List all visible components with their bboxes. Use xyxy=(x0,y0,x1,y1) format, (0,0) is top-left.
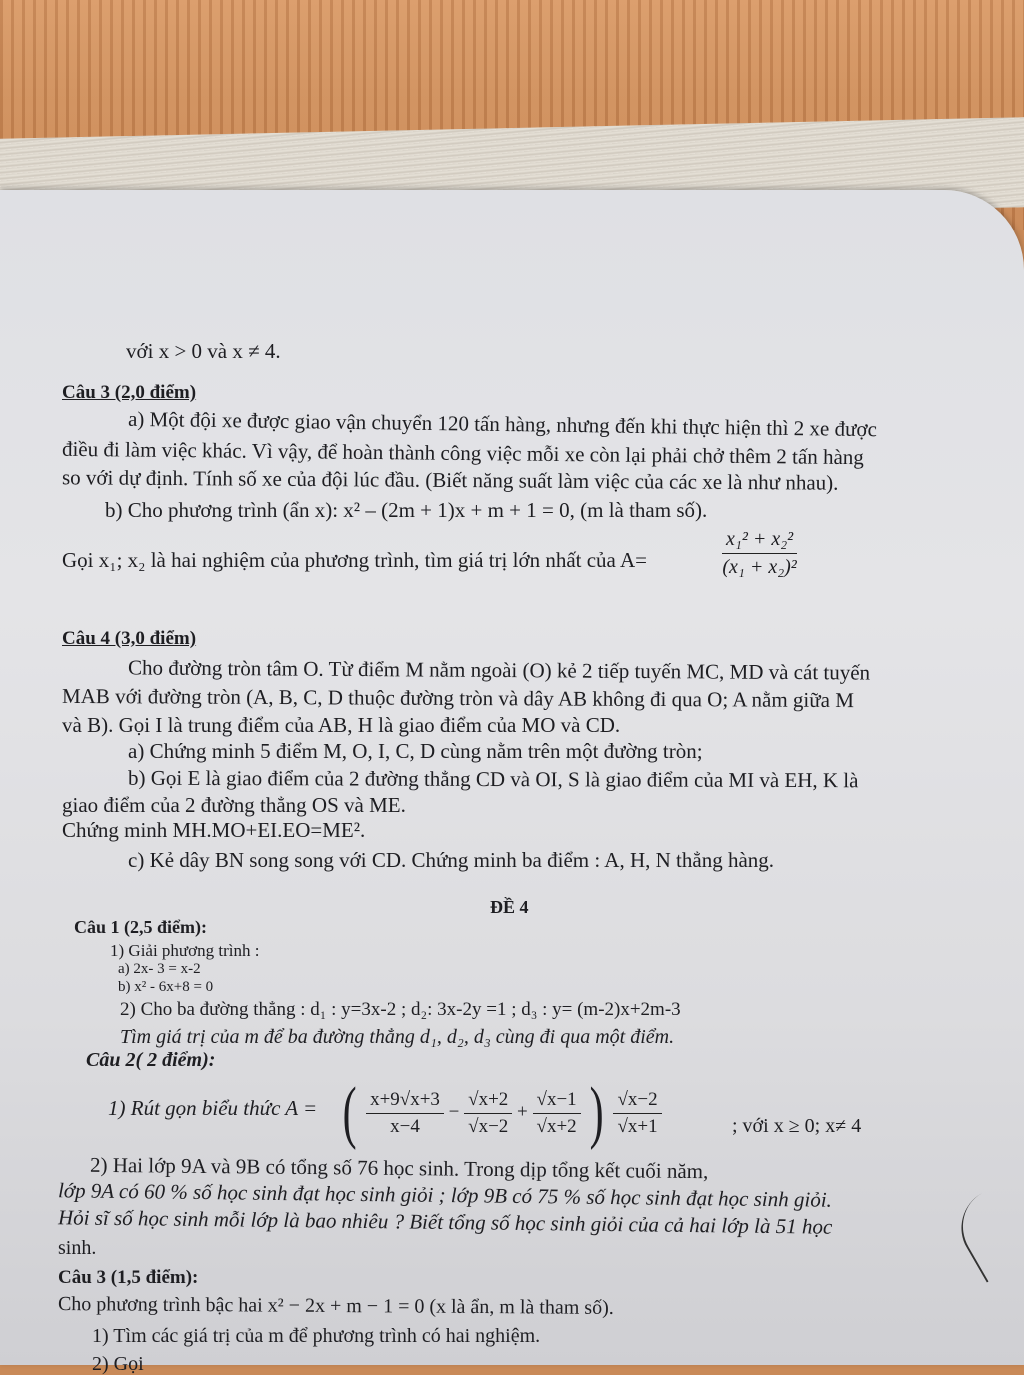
left-paren: ( xyxy=(342,1074,357,1151)
plus-sign: + xyxy=(517,1101,528,1123)
frac-3-num: √x−1 xyxy=(533,1089,581,1114)
q3a-line2: điều đi làm việc khác. Vì vậy, để hoàn thành công việc mỗi xe còn lại phải chở thêm 2 tấn hàng xyxy=(61,436,864,470)
c3-title: Câu 3 (1,5 điểm): xyxy=(58,1267,199,1288)
c1-item1a: a) 2x- 3 = x-2 xyxy=(118,961,201,977)
q3b-line2: Gọi x₁; x₂ là hai nghiệm của phương trình, tìm giá trị lớn nhất của A= xyxy=(62,548,647,572)
q4-line3: và B). Gọi I là trung điểm của AB, H là giao điểm của MO và CD. xyxy=(62,713,621,737)
minus-sign: − xyxy=(448,1101,460,1123)
c3-line2: 1) Tìm các giá trị của m để phương trình có hai nghiệm. xyxy=(92,1325,541,1347)
fraction-A xyxy=(722,528,797,579)
condition-line: với x > 0 và x ≠ 4. xyxy=(126,339,281,363)
fraction-A-denominator: (x₁ + x₂)² xyxy=(722,556,797,578)
frac-3-den: √x+2 xyxy=(536,1115,577,1137)
c3-line3: 2) Gọi xyxy=(92,1353,144,1375)
fraction-A-numerator: x₁² + x₂² xyxy=(722,528,797,554)
q3-title: Câu 3 (2,0 điểm) xyxy=(62,382,197,403)
frac-1-den: x−4 xyxy=(390,1115,420,1137)
q3a-line3: so với dự định. Tính số xe của đội lúc đầu. (Biết năng suất làm việc của các xe là như nhau). xyxy=(61,465,839,495)
c2-item2-line1: 2) Hai lớp 9A và 9B có tổng số 76 học sinh. Trong dịp tổng kết cuối năm, xyxy=(89,1152,709,1184)
q3a-line1: a) Một đội xe được giao vận chuyển 120 tấn hàng, nhưng đến khi thực hiện thì 2 xe được xyxy=(127,406,878,442)
frac-2 xyxy=(464,1089,512,1138)
frac-3 xyxy=(533,1089,581,1138)
c1-item1b: b) x² - 6x+8 = 0 xyxy=(118,979,214,995)
c1-item2: 2) Cho ba đường thẳng : d₁ : y=3x-2 ; d₂: 3x-2y =1 ; d₃ : y= (m-2)x+2m-3 xyxy=(120,999,681,1020)
q4-part-b1: b) Gọi E là giao điểm của 2 đường thẳng CD và OI, S là giao điểm của MI và EH, K là xyxy=(127,765,859,793)
c2-item2-line2: lớp 9A có 60 % số học sinh đạt học sinh giỏi ; lớp 9B có 75 % số học sinh đạt học sinh giỏi. xyxy=(57,1178,833,1212)
c2-title: Câu 2( 2 điểm): xyxy=(86,1049,216,1071)
frac-1 xyxy=(366,1089,444,1138)
q4-part-b2: giao điểm của 2 đường thẳng OS và ME. xyxy=(62,793,406,817)
c1-title: Câu 1 (2,5 điểm): xyxy=(74,917,207,937)
frac-4-den: √x+1 xyxy=(617,1115,658,1137)
q4-part-a: a) Chứng minh 5 điểm M, O, I, C, D cùng nằm trên một đường tròn; xyxy=(128,739,703,763)
frac-2-num: √x+2 xyxy=(464,1089,512,1114)
c2-item1-condition: ; với x ≥ 0; x≠ 4 xyxy=(732,1115,862,1137)
c2-item2-line4: sinh. xyxy=(58,1237,97,1259)
q4-line1: Cho đường tròn tâm O. Từ điểm M nằm ngoài (O) kẻ 2 tiếp tuyến MC, MD và cát tuyến xyxy=(127,655,871,685)
q4-line2: MAB với đường tròn (A, B, C, D thuộc đường tròn và dây AB không đi qua O; A nằm giữa M xyxy=(61,683,854,713)
expression-A xyxy=(338,1074,662,1151)
q4-part-c: c) Kẻ dây BN song song với CD. Chứng minh ba điểm : A, H, N thẳng hàng. xyxy=(128,848,775,872)
frac-4 xyxy=(613,1089,661,1138)
frac-4-num: √x−2 xyxy=(613,1089,661,1114)
c2-item2-line3: Hỏi sĩ số học sinh mỗi lớp là bao nhiêu ? Biết tổng số học sinh giỏi của cả hai lớp là 51 học xyxy=(57,1205,833,1239)
q4-part-b3: Chứng minh MH.MO+EI.EO=ME². xyxy=(62,818,366,842)
q3b-line1: b) Cho phương trình (ẩn x): x² – (2m + 1)x + m + 1 = 0, (m là tham số). xyxy=(105,498,708,522)
c1-item3: Tìm giá trị của m để ba đường thẳng d₁, d₂, d₃ cùng đi qua một điểm. xyxy=(120,1026,675,1048)
q4-title: Câu 4 (3,0 điểm) xyxy=(62,628,197,649)
c3-line1: Cho phương trình bậc hai x² − 2x + m − 1 = 0 (x là ẩn, m là tham số). xyxy=(57,1293,614,1319)
frac-2-den: √x−2 xyxy=(468,1115,509,1137)
c2-item1-prefix: 1) Rút gọn biểu thức A = xyxy=(108,1096,318,1120)
frac-1-num: x+9√x+3 xyxy=(366,1089,444,1114)
c1-item1: 1) Giải phương trình : xyxy=(110,941,260,960)
right-paren: ) xyxy=(590,1074,605,1151)
exam-heading-de4: ĐỀ 4 xyxy=(490,897,529,917)
